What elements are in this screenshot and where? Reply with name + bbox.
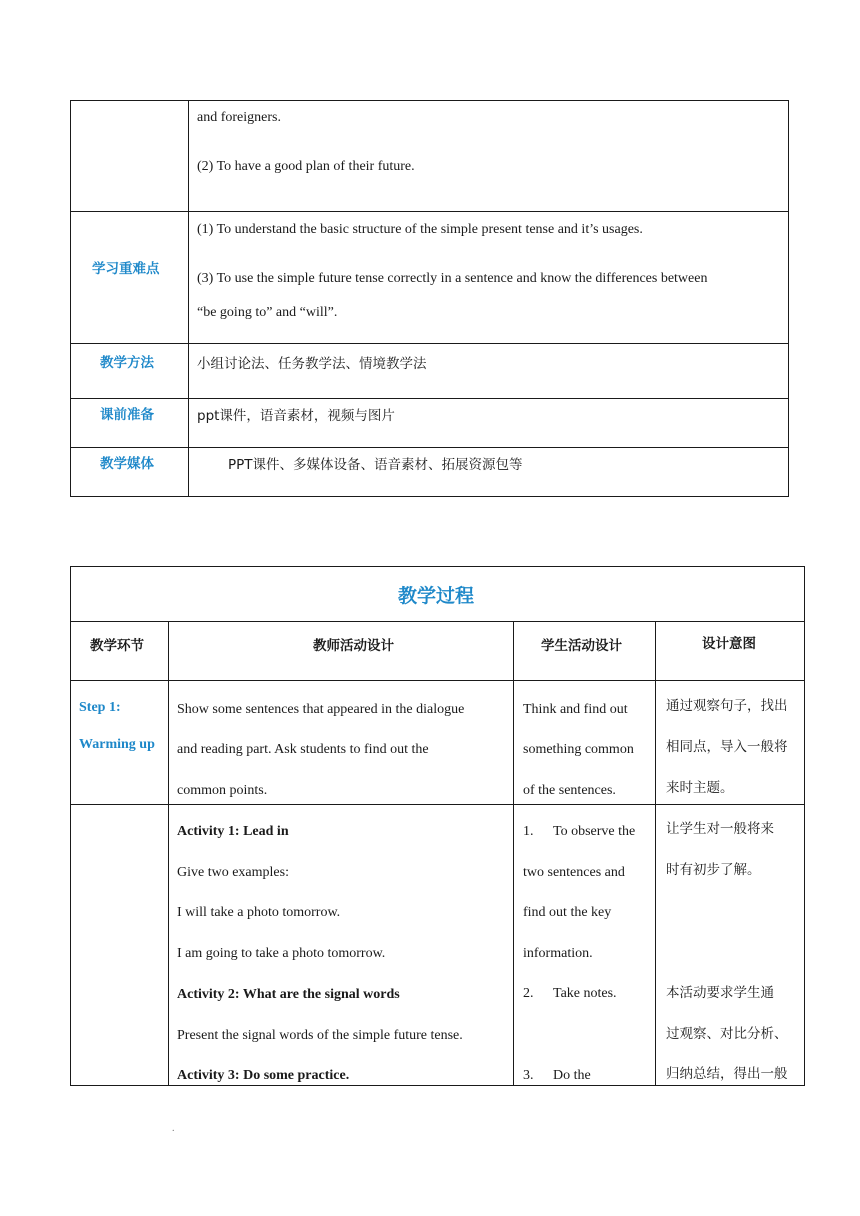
key-point-line: (1) To understand the basic structure of the simple present tense and it’s usages. bbox=[197, 222, 643, 237]
step2-student-num: 3. bbox=[523, 1068, 534, 1083]
step2-student-line: Do the bbox=[553, 1068, 591, 1083]
page-footer-mark: . bbox=[172, 1123, 175, 1134]
step2-purpose-line: 归纳总结，得出一般 bbox=[666, 1066, 788, 1082]
step1-teacher-line: common points. bbox=[177, 783, 268, 798]
row-label-preparation: 课前准备 bbox=[100, 407, 154, 423]
step1-sublabel: Warming up bbox=[79, 737, 155, 752]
header-student-activity: 学生活动设计 bbox=[541, 638, 622, 654]
step1-teacher-line: Show some sentences that appeared in the dialogue bbox=[177, 702, 465, 717]
step1-student-line: Think and find out bbox=[523, 702, 628, 717]
step2-student-num: 2. bbox=[523, 986, 534, 1001]
step1-purpose-line: 通过观察句子，找出 bbox=[666, 698, 788, 714]
step2-student-line: Take notes. bbox=[553, 986, 617, 1001]
step2-purpose-line: 时有初步了解。 bbox=[666, 862, 761, 878]
table-title: 教学过程 bbox=[398, 585, 475, 607]
step1-label: Step 1: bbox=[79, 700, 121, 715]
step1-purpose-line: 来时主题。 bbox=[666, 780, 734, 796]
step2-purpose-line: 过观察、对比分析、 bbox=[666, 1026, 788, 1042]
header-teaching-stage: 教学环节 bbox=[90, 638, 144, 654]
step2-student-line: To observe the bbox=[553, 824, 636, 839]
step1-student-line: of the sentences. bbox=[523, 783, 616, 798]
step1-teacher-line: and reading part. Ask students to find out the bbox=[177, 742, 429, 757]
step2-teacher-line: Present the signal words of the simple future tense. bbox=[177, 1028, 463, 1043]
step2-teacher-line: Give two examples: bbox=[177, 865, 289, 880]
header-design-intent: 设计意图 bbox=[702, 636, 756, 652]
step2-teacher-line: Activity 3: Do some practice. bbox=[177, 1068, 350, 1083]
step2-teacher-line: I am going to take a photo tomorrow. bbox=[177, 946, 386, 961]
objective-line: (2) To have a good plan of their future. bbox=[197, 159, 415, 174]
step2-teacher-line: Activity 2: What are the signal words bbox=[177, 987, 400, 1002]
step1-student-line: something common bbox=[523, 742, 634, 757]
key-point-line: “be going to” and “will”. bbox=[197, 305, 338, 320]
row-label-key-difficult-points: 学习重难点 bbox=[92, 261, 160, 277]
step2-teacher-line: Activity 1: Lead in bbox=[177, 824, 289, 839]
step2-student-line: information. bbox=[523, 946, 593, 961]
step1-purpose-line: 相同点，导入一般将 bbox=[666, 739, 788, 755]
objective-line: and foreigners. bbox=[197, 110, 281, 125]
header-teacher-activity: 教师活动设计 bbox=[313, 638, 394, 654]
step2-student-num: 1. bbox=[523, 824, 534, 839]
preparation-text: ppt课件，语音素材，视频与图片 bbox=[197, 408, 395, 424]
row-label-teaching-media: 教学媒体 bbox=[100, 456, 154, 472]
step2-purpose-line: 本活动要求学生通 bbox=[666, 985, 774, 1001]
teaching-media-text: PPT课件、多媒体设备、语音素材、拓展资源包等 bbox=[228, 457, 523, 473]
teaching-methods-text: 小组讨论法、任务教学法、情境教学法 bbox=[197, 356, 427, 372]
step2-teacher-line: I will take a photo tomorrow. bbox=[177, 905, 341, 920]
row-label-teaching-methods: 教学方法 bbox=[100, 355, 154, 371]
step2-student-line: find out the key bbox=[523, 905, 612, 920]
key-point-line: (3) To use the simple future tense correctly in a sentence and know the differences between bbox=[197, 271, 708, 286]
step2-student-line: two sentences and bbox=[523, 865, 625, 880]
step2-purpose-line: 让学生对一般将来 bbox=[666, 821, 774, 837]
